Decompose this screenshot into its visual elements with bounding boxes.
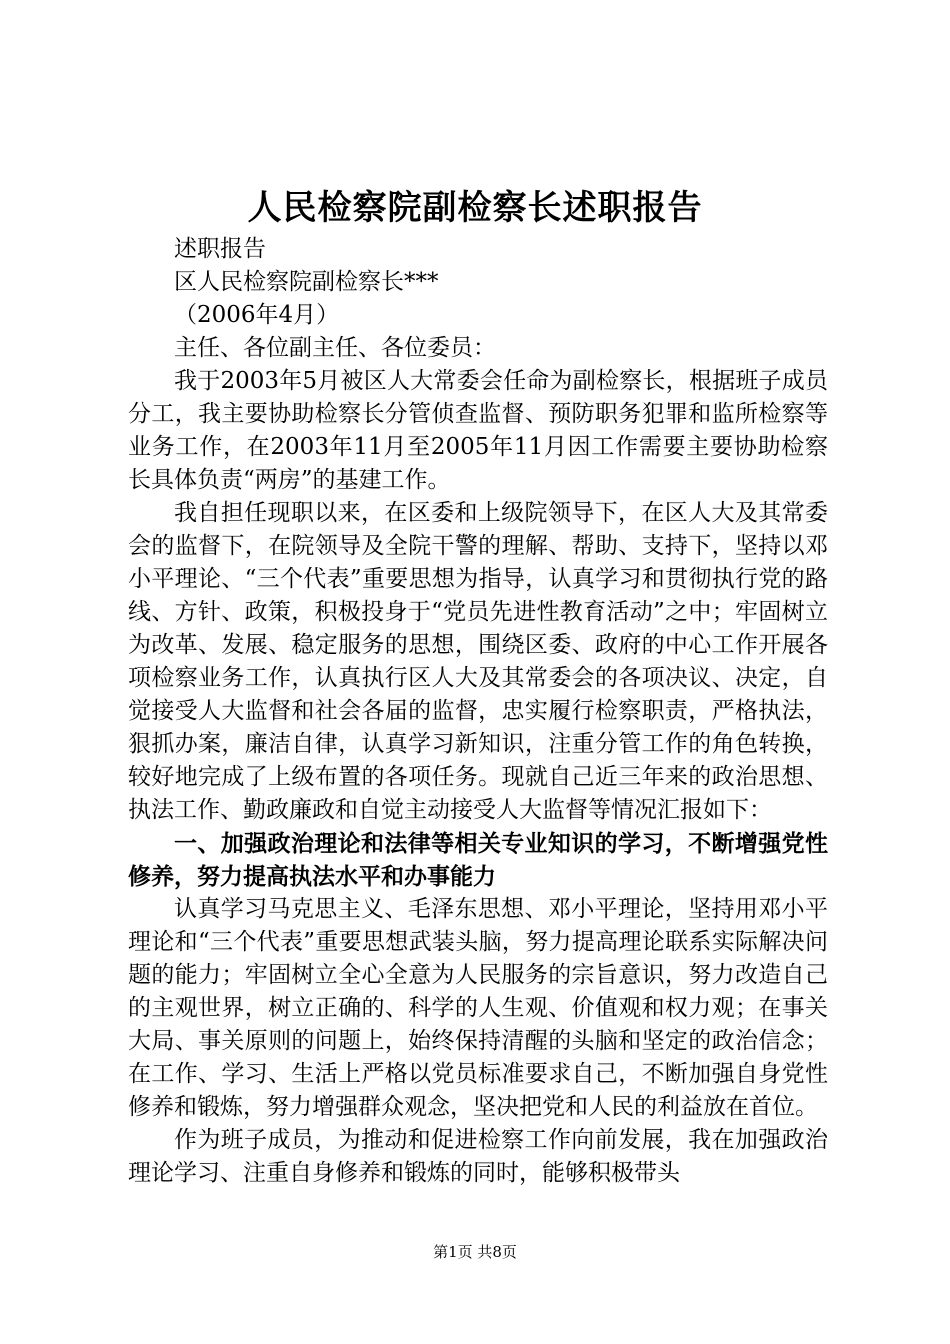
paragraph-study: 认真学习马克思主义、毛泽东思想、邓小平理论，坚持用邓小平理论和“三个代表”重要思想武装头脑，努力提高理论联系实际解决问题的能力；牢固树立全心全意为人民服务的宗旨意识，努力改造自己的主观世界，树立正确的、科学的人生观、价值观和权力观；在事关大局、事关原则的问题上，始终保持清醒的头脑和坚定的政治信念；在工作、学习、生活上严格以党员标准要求自己，不断加强自身党性修养和锻炼，努力增强群众观念，坚决把党和人民的利益放在首位。 (128, 896, 828, 1120)
paragraph-date: （2006年4月） (174, 302, 340, 328)
document-title: 人民检察院副检察长述职报告 (247, 188, 703, 228)
paragraph-overview: 我自担任现职以来，在区委和上级院领导下，在区人大及其常委会的监督下，在院领导及全院干警的理解、帮助、支持下，坚持以邓小平理论、“三个代表”重要思想为指导，认真学习和贯彻执行党的路线、方针、政策，积极投身于“党员先进性教育活动”之中；牢固树立为改革、发展、稳定服务的思想，围绕区委、政府的中心工作开展各项检察业务工作，认真执行区人大及其常委会的各项决议、决定，自觉接受人大监督和社会各届的监督，忠实履行检察职责，严格执法，狠抓办案，廉洁自律，认真学习新知识，注重分管工作的角色转换，较好地完成了上级布置的各项任务。现就自己近三年来的政治思想、执法工作、勤政廉政和自觉主动接受人大监督等情况汇报如下： (128, 500, 828, 823)
document-body (128, 233, 828, 1190)
section-heading-1: 一、加强政治理论和法律等相关专业知识的学习，不断增强党性修养，努力提高执法水平和办事能力 (128, 830, 828, 890)
paragraph-author: 区人民检察院副检察长*** (174, 269, 439, 295)
paragraph-leadership: 作为班子成员，为推动和促进检察工作向前发展，我在加强政治理论学习、注重自身修养和锻炼的同时，能够积极带头 (128, 1127, 828, 1186)
paragraph-salutation: 主任、各位副主任、各位委员： (174, 335, 496, 361)
paragraph-report-label: 述职报告 (174, 236, 266, 262)
page-number: 第1页 共8页 (433, 1243, 517, 1261)
paragraph-appointment: 我于2003年5月被区人大常委会任命为副检察长，根据班子成员分工，我主要协助检察长分管侦查监督、预防职务犯罪和监所检察等业务工作，在2003年11月至2005年11月因工作需要主要协助检察长具体负责“两房”的基建工作。 (128, 368, 828, 493)
